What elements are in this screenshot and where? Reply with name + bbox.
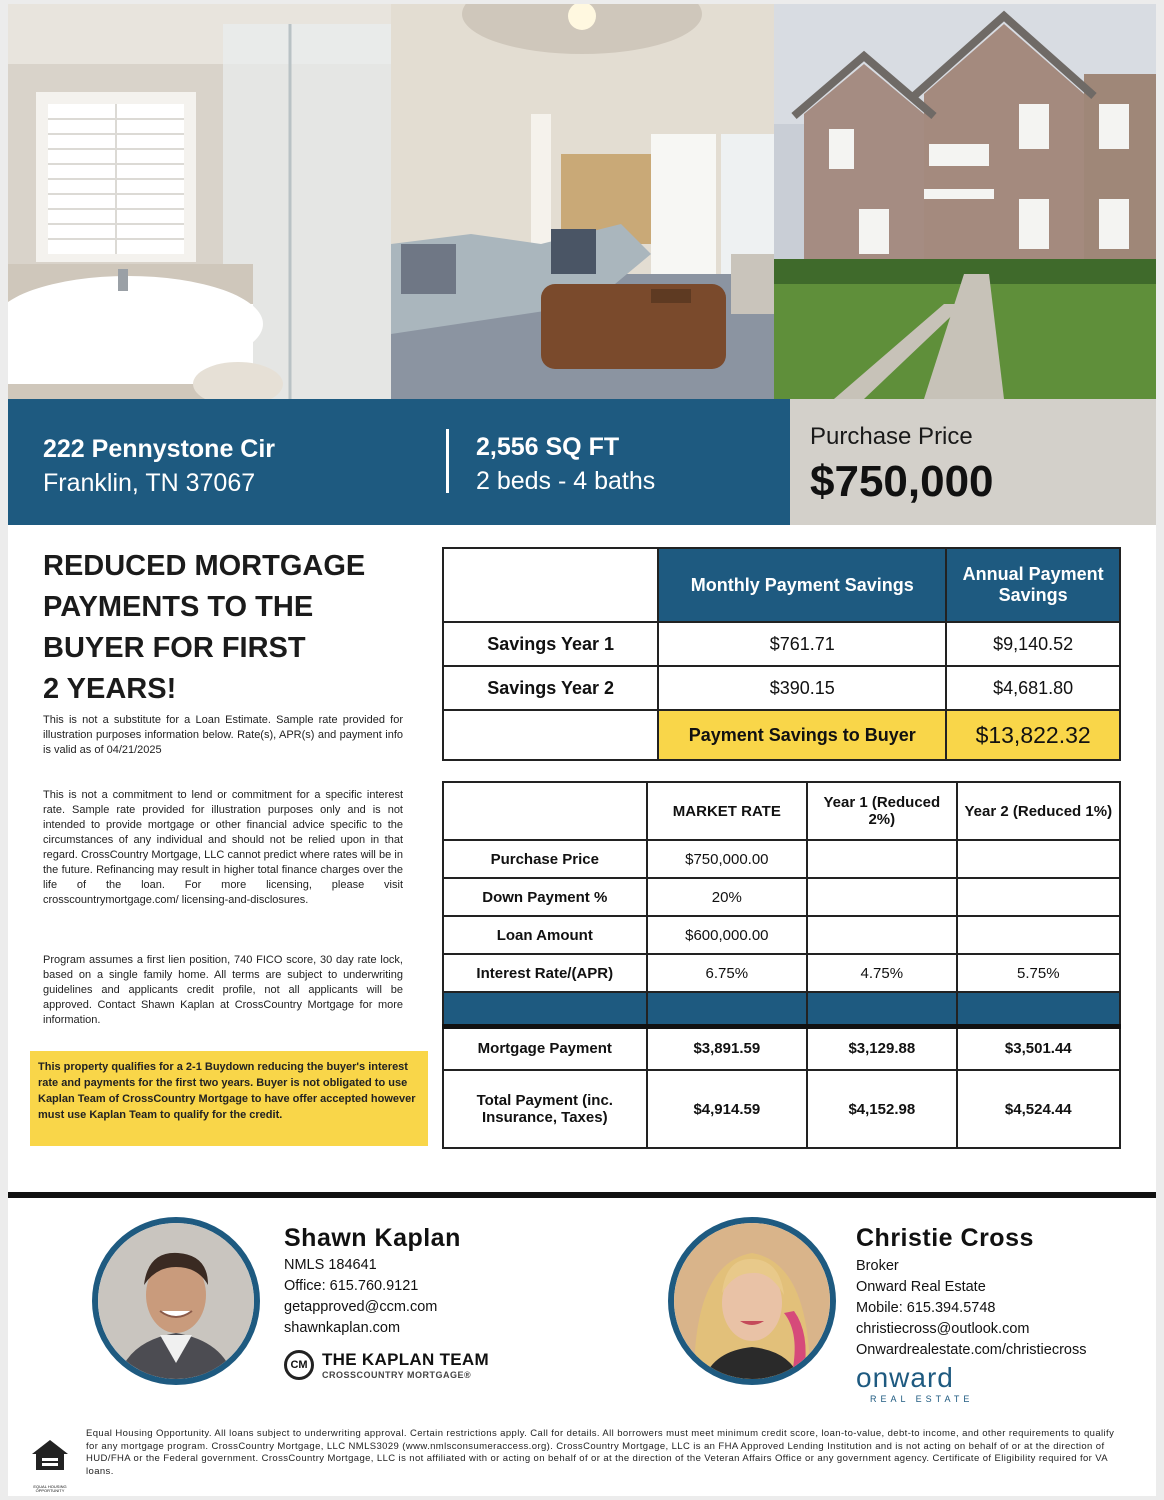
savings-table: [442, 547, 1121, 761]
legal-disclaimer: Equal Housing Opportunity. All loans subject to underwriting approval. Certain restrictions apply. Call for details. All borrowers must meet minimum credit score, loan-to-value, debt-to income, and other requirements to qualify for any mortgage program. CrossCountry Mortgage, LLC NMLS3029 (www.nmlsconsumeraccess.org). CrossCountry Mortgage, LLC is an FHA Approved Lending Institution and is not acting on behalf of or at the direction of HUD/FHA or the Federal government. CrossCountry Mortgage, LLC is not affiliated with or acting on behalf of or at the direction of the Veteran Affairs Office or any government agency. Certificate of Eligibility required for VA loans.: [86, 1428, 1115, 1477]
cell-monthly: $761.71: [658, 622, 946, 666]
cell-year1: $4,152.98: [807, 1070, 956, 1148]
cell-market: $4,914.59: [647, 1070, 808, 1148]
row-label: Interest Rate/(APR): [443, 954, 647, 992]
footer-divider: [8, 1192, 1156, 1198]
separator-cell: [443, 992, 647, 1026]
total-payment-row: [443, 1070, 1120, 1148]
cm-logo-icon: CM: [284, 1350, 314, 1380]
avatar-christie-cross: [668, 1217, 836, 1385]
separator-cell: [957, 992, 1120, 1026]
table-row: [443, 840, 1120, 878]
agent2-name: Christie Cross: [856, 1224, 1034, 1252]
photo-strip: [8, 4, 1156, 399]
agent1-name: Shawn Kaplan: [284, 1224, 461, 1252]
property-city: Franklin, TN 37067: [43, 469, 256, 497]
table-corner: [443, 782, 647, 840]
total-label: Payment Savings to Buyer: [658, 710, 946, 760]
separator-cell: [647, 992, 808, 1026]
row-label: Loan Amount: [443, 916, 647, 954]
rate-table: [442, 781, 1121, 1149]
agent2-website[interactable]: Onwardrealestate.com/christiecross: [856, 1342, 1087, 1358]
col-header-monthly: Monthly Payment Savings: [658, 548, 946, 622]
equal-housing-icon: [28, 1434, 72, 1493]
headline-line: BUYER FOR FIRST: [43, 632, 306, 664]
eho-caption: EQUAL HOUSING OPPORTUNITY: [33, 1484, 67, 1493]
avatar-shawn-kaplan: [92, 1217, 260, 1385]
property-sqft: 2,556 SQ FT: [476, 433, 620, 461]
table-row: [443, 666, 1120, 710]
living-room-photo: [391, 4, 774, 399]
price-label: Purchase Price: [810, 423, 973, 450]
headline: [43, 546, 423, 710]
agent1-office: Office: 615.760.9121: [284, 1278, 419, 1294]
disclaimer-commitment: This is not a commitment to lend or commitment for a specific interest rate. Sample rate provided for illustration purposes only and is not intended to provide mortgage or other financial advice specific to the circumstances of any individual and should not be relied upon in that regard. CrossCountry Mortgage, LLC cannot predict where rates will be in the future. Refinancing may result in higher total finance charges over the life of the loan. For more licensing, please visit crosscountrymortgage.com/ licensing-and-disclosures.: [43, 789, 403, 906]
table-row: [443, 622, 1120, 666]
cell-market: $3,891.59: [647, 1026, 808, 1070]
agent2-mobile: Mobile: 615.394.5748: [856, 1300, 996, 1316]
disclaimer-program: Program assumes a first lien position, 740 FICO score, 30 day rate lock, based on a single family home. All terms are subject to underwriting guidelines and applicants credit profile, not all applicants will be approved. Contact Shawn Kaplan at CrossCountry Mortgage for more information.: [43, 954, 403, 1026]
cell-year2: $3,501.44: [957, 1026, 1120, 1070]
table-empty-cell: [443, 710, 658, 760]
cell-year2: [957, 840, 1120, 878]
cell-market: $600,000.00: [647, 916, 808, 954]
table-corner: [443, 548, 658, 622]
col-header-market: MARKET RATE: [647, 782, 808, 840]
cell-market: $750,000.00: [647, 840, 808, 878]
headline-line: 2 YEARS!: [43, 673, 177, 705]
property-info-bar: [8, 399, 790, 525]
table-row: [443, 916, 1120, 954]
row-label: Total Payment (inc. Insurance, Taxes): [443, 1070, 647, 1148]
agent1-nmls: NMLS 184641: [284, 1257, 377, 1273]
cell-year1: [807, 878, 956, 916]
separator-cell: [807, 992, 956, 1026]
col-header-year2: Year 2 (Reduced 1%): [957, 782, 1120, 840]
headline-line: REDUCED MORTGAGE: [43, 550, 366, 582]
row-label: Down Payment %: [443, 878, 647, 916]
agent2-title: Broker: [856, 1258, 899, 1274]
agent2-company: Onward Real Estate: [856, 1279, 986, 1295]
kaplan-team-logo: [284, 1350, 489, 1380]
purchase-price: $750,000: [810, 457, 994, 506]
price-box: [790, 399, 1156, 525]
agent1-website[interactable]: shawnkaplan.com: [284, 1320, 401, 1336]
bar-divider: [446, 429, 449, 493]
cell-year2: 5.75%: [957, 954, 1120, 992]
onward-logo-word: onward: [856, 1362, 954, 1393]
table-row: [443, 878, 1120, 916]
disclaimer-loan-estimate: This is not a substitute for a Loan Estimate. Sample rate provided for illustration purposes information below. Rate(s), APR(s) and payment info is valid as of 04/21/2025: [43, 714, 403, 756]
cell-annual: $4,681.80: [946, 666, 1120, 710]
table-row: [443, 954, 1120, 992]
total-row: [443, 710, 1120, 760]
cell-year1: $3,129.88: [807, 1026, 956, 1070]
mortgage-row: [443, 1026, 1120, 1070]
row-label: Purchase Price: [443, 840, 647, 878]
onward-logo: [856, 1364, 973, 1404]
agent2-email[interactable]: christiecross@outlook.com: [856, 1321, 1030, 1337]
onward-logo-sub: REAL ESTATE: [870, 1394, 974, 1404]
cell-year2: $4,524.44: [957, 1070, 1120, 1148]
separator-row: [443, 992, 1120, 1026]
cell-market: 20%: [647, 878, 808, 916]
cell-monthly: $390.15: [658, 666, 946, 710]
row-label: Mortgage Payment: [443, 1026, 647, 1070]
buydown-note: This property qualifies for a 2-1 Buydown reducing the buyer's interest rate and payments for the first two years. Buyer is not obligated to use Kaplan Team of CrossCountry Mortgage to have offer accepted however must use Kaplan Team to qualify for the credit.: [30, 1051, 428, 1146]
cell-market: 6.75%: [647, 954, 808, 992]
property-street: 222 Pennystone Cir: [43, 435, 276, 463]
row-label: Savings Year 1: [443, 622, 658, 666]
row-label: Savings Year 2: [443, 666, 658, 710]
agent1-email[interactable]: getapproved@ccm.com: [284, 1299, 438, 1315]
logo-subtitle: CROSSCOUNTRY MORTGAGE®: [322, 1370, 472, 1380]
cell-year1: [807, 840, 956, 878]
property-beds-baths: 2 beds - 4 baths: [476, 467, 656, 495]
flyer-page: [8, 4, 1156, 1496]
cell-year2: [957, 878, 1120, 916]
cell-annual: $9,140.52: [946, 622, 1120, 666]
cell-year2: [957, 916, 1120, 954]
headline-line: PAYMENTS TO THE: [43, 591, 314, 623]
col-header-annual: Annual Payment Savings: [946, 548, 1120, 622]
bathroom-photo: [8, 4, 391, 399]
total-value: $13,822.32: [946, 710, 1120, 760]
cell-year1: 4.75%: [807, 954, 956, 992]
house-exterior-photo: [774, 4, 1156, 399]
cell-year1: [807, 916, 956, 954]
logo-title: THE KAPLAN TEAM: [322, 1350, 489, 1369]
col-header-year1: Year 1 (Reduced 2%): [807, 782, 956, 840]
